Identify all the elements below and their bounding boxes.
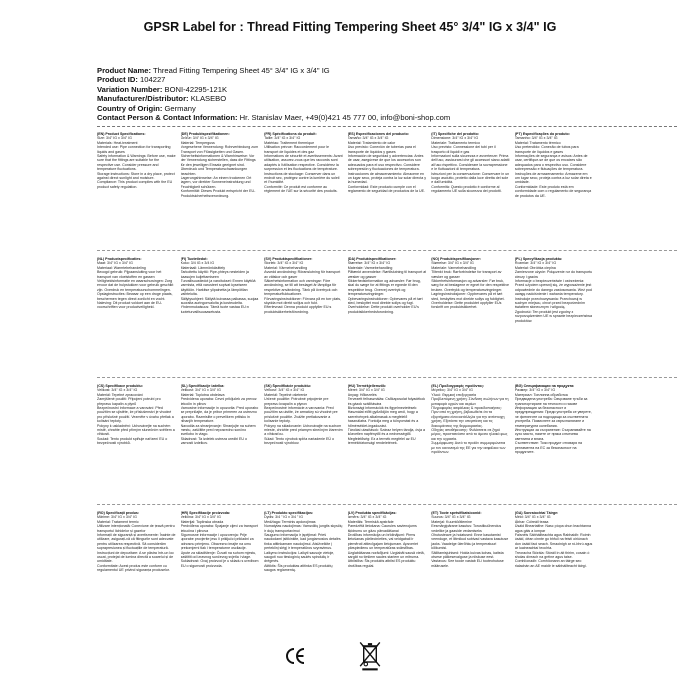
spec-body: Tamanho: 3/4" IG x 3/4" IG Material: Tratamento térmico Uso pretendido: Conexão de tubos para transporte de líquidos e gases Informações de segurança e avisos: Antes de usar, certifique-se de que os encaixes são adequados para o respectivo uso. Considere sobrepressão e flutuações de temperatura. Instruções de armazenamento: Armazene em um lugar seco, proteja contra a luz solar direta e umidade. Conformidade: Este produto está em conformidade com o regulamento de segurança de produtos da UE. bbox=[514, 136, 592, 198]
row-divider bbox=[97, 250, 677, 251]
spec-heading: (NL) Productspecificaties: bbox=[97, 257, 142, 261]
product-info bbox=[97, 66, 677, 122]
ce-mark-icon bbox=[283, 644, 307, 668]
spec-cell bbox=[348, 384, 427, 504]
spec-cell bbox=[598, 132, 677, 250]
spec-heading: (SK) Špecifikácie produktu: bbox=[264, 384, 312, 388]
spec-body: Tamaño: 3/4" IG x 3/4" IG Material: Tratamiento de calor Uso previsto: Conexión de tuberías para el transporte de líquidos y gases Información de seguridad y advertencias: Antes de usar, asegúrese de que los accesorios son adecuados para el uso respectivo. Considere sobrepresión y fluctuaciones de temperatura. Instrucciones de almacenamiento: Almacene en un lugar seco, proteja contra la luz solar directa y la humedad. Conformidad: Este producto cumple con el reglamento de seguridad de productos de la UE. bbox=[347, 136, 427, 194]
spec-heading: (FR) Spécifications du produit: bbox=[264, 132, 317, 136]
spec-heading: (SV) Produktspecifikationer: bbox=[264, 257, 313, 261]
spec-body: Størrelse: 3/4" IG x 3/4" IG Materiale: Varmebehandling Påtænkt anvendelse: Rørtilslutning til transport af væsker og gasser Sikkerhedsinformation og advarsler: Før brug, skal du sørge for at fittings er egnede til den respektive brug. Overvej overtryk og temperatursvingninger. Opbevaringsinstruktioner: Opbevares på et tørt sted, beskyttet mod direkte sollys og fugt. Overholdelse: Dette produkt overholder EU's produktsikkerhedsforordning. bbox=[347, 261, 427, 314]
info-row bbox=[97, 104, 677, 113]
spec-cell bbox=[598, 384, 677, 504]
row-divider bbox=[97, 504, 677, 505]
spec-cell bbox=[264, 384, 343, 504]
spec-body: Rozmiar: 3/4" IG x 3/4" IG Materiał: Obróbka cieplna Zamierzone użycie: Połączenie rur do transportu cieczy i gazów Informacje o bezpieczeństwie i ostrzeżenia: Przed użyciem upewnij się, że wyposażenie jest odpowiednie do danego zastosowania. Weź pod uwagę nadciśnienie i wahania temperatury. Instrukcje przechowywania: Przechowuj w suchym miejscu, chroń przed bezpośrednim światłem słonecznym i wilgocią. Zgodność: Ten produkt jest zgodny z rozporządzeniem UE w sprawie bezpieczeństwa produktów. bbox=[514, 261, 593, 323]
spec-cell bbox=[181, 257, 260, 377]
info-value: KLASEBO bbox=[190, 94, 227, 104]
spec-body: Velikost: 3/4" IG x 3/4" IG Material: Toplotna obdelava Predvidena uporaba: Cevni priključek za prevoz tekočin in plinov Varnostne informacije in opozorila: Pred uporabo se prepričajte, da je pribor primeren za ustrezno uporabo. Razmislite o prevelikem pritisku in nihanjih temperature. Navodila za shranjevanje: Shranjujte na suhem mestu, zaščitite pred neposredno sončno svetlobo in vlago. Skladnost: Ta izdelek ustreza uredbi EU o varnosti izdelkov. bbox=[180, 388, 259, 446]
spec-cell bbox=[515, 384, 594, 504]
spec-cell bbox=[515, 257, 594, 377]
spec-heading: (GA) Sonraíochtaí Táirge: bbox=[514, 511, 559, 515]
spec-body: Taille: 3/4" IG x 3/4" IG Matériau: Traitement thermique Utilisation prévue: Raccordement pour le transport de liquides et des gaz Informations de sécurité et avertissements: Avant utilisation, assurez-vous que les raccords sont adaptés à l'utilisation respective. Considérez la surpression et les fluctuations de température. Instructions de stockage: Conserver dans un endroit sec, protégez contre la lumière du soleil et l'humidité. Conformité: Ce produit est conforme au règlement de l'UE sur la sécurité des produits. bbox=[264, 136, 343, 194]
spec-row bbox=[97, 511, 677, 629]
spec-body: Velikost: 3/4" IG x 3/4" IG Materiál: Tepelné zpracování Zamýšlené použití: Připojení potrubí pro přepravu kapalin a plynů Bezpečnostní informace a varování: Před použitím se ujistěte, že příslušenství je vhodné pro příslušné použití. Vezměte v úvahu přetlak a kolísání teploty. Pokyny k uskladnění: Uchovávejte na suchém místě, chraňte před přímým slunečním světlem a vlhkostí. Soulad: Tento produkt splňuje nařízení EU o bezpečnosti výrobků. bbox=[97, 388, 175, 446]
specifications-grid bbox=[97, 132, 677, 629]
spec-heading: (BG) Спецификации на продукта: bbox=[514, 384, 575, 388]
spec-row bbox=[97, 132, 677, 250]
spec-cell bbox=[181, 384, 260, 504]
info-row bbox=[97, 66, 677, 75]
spec-body: Méid: 3/4" IG x 3/4" IG Ábhar: Cóireáil teasa Úsáid Bheartaithe: Nasc píopa chun leachtanna agus gáis a iompar Faisnéis Sábháilteachta agus Rabhaidh: Roimh úsáid, déan cinnte go bhfuil na feistí oiriúnach don úsáid faoi seach. Smaoinigh ar ró-bhrú agus ar luaineachtaí teochta. Treoracha Stórála: Stóráil in áit thirim, cosain ó sholas díreach na gréine agus taise. Comhlíonadh: Comhlíonann an táirge seo rialachán an AE maidir le sábháilteacht táirgí. bbox=[514, 515, 593, 568]
spec-heading: (RO) Specificații produs: bbox=[97, 511, 140, 515]
spec-cell bbox=[431, 511, 510, 629]
spec-body: Izmērs: 3/4" IG x 3/4" IG Materiāls: Termiskā apstrāde Paredzētā lietošana: Caurules savienojums šķidrumu un gāzu pārvadāšanai Drošības informācija un brīdinājumi: Pirms lietošanas pārliecinieties, vai veidgabali ir piemēroti attiecīgajam lietojumam. Apsveriet pārspiedienu un temperatūras svārstības. Uzglabāšanas norādījumi: Uzglabāt sausā vietā, sargāt no tiešiem saules stariem un mitruma. Atbilstība: Šis produkts atbilst ES produktu drošības regulai. bbox=[347, 515, 425, 568]
divider-top bbox=[97, 126, 677, 127]
info-row bbox=[97, 85, 677, 94]
spec-cell bbox=[515, 132, 594, 250]
spec-cell bbox=[264, 511, 343, 629]
spec-cell bbox=[97, 257, 176, 377]
info-label: Variation Number: bbox=[97, 84, 163, 94]
info-label: Product ID: bbox=[97, 75, 138, 85]
spec-body: Størrelse: 3/4" IG x 3/4" IG Materiale: Varmebehandling Tiltenkt bruk: Rørforbindelse for transport av væsker og gasser Sikkerhetsinformasjon og advarsler: Før bruk, sørg for at beslagene er egnet for den respektive bruken. Overtrykk og temperatursvingninger. Lagringsinstruksjoner: Oppbevares på et tørt sted, beskyttes mot direkte sollys og fuktighet. Overholdelse: Dette produktet oppfyller EUs forskrift om produktsikkerhet. bbox=[431, 261, 509, 310]
info-label: Country of Origin: bbox=[97, 103, 163, 113]
spec-heading: (PL) Specyfikacja produktu: bbox=[514, 257, 563, 261]
info-value: Thread Fitting Tempering Sheet 45° 3/4" IG x 3/4" IG bbox=[153, 66, 330, 75]
spec-cell bbox=[97, 132, 176, 250]
spec-body: Storlek: 3/4" IG x 3/4" IG Material: Värmebehandling Avsedd användning: Röranslutning för transport av vätskor och gaser Säkerhetsinformation och varningar: Före användning, se till att beslaget är lämpliga för respektive användning. Tänk på övertryck och temperaturfluktuationer. Förvaringsinstruktioner: Förvara på en torr plats, skydda mot direkt solljus och fukt. Efterlevnad: Denna produkt uppfyller EU:s produktsäkerhetsförordning. bbox=[264, 261, 342, 314]
spec-cell bbox=[97, 384, 176, 504]
spec-body: Maat: 3/4" IG x 3/4" IG Materiaal: Warmtebehandeling Beoogd gebruik: Pijpaansluiting voor het transport van vloeistoffen en gassen Veiligheidsinformatie en waarschuwingen: Zorg ervoor dat de hulpstukken voor gebruik geschikt zijn. Overdruk en temperatuurschommelingen. Opslaginstructies: Bewaar op een droge plaats, beschermen tegen direct zonlicht en vocht. Naleving: Dit product voldoet aan de EU-voorschriften voor productveiligheid. bbox=[97, 261, 174, 310]
info-label: Manufacturer/Distributor: bbox=[97, 94, 189, 104]
spec-cell bbox=[264, 257, 343, 377]
spec-heading: (PT) Especificações do produto: bbox=[514, 132, 570, 136]
spec-heading: (SL) Specifikacije izdelka: bbox=[180, 384, 225, 388]
spec-body: Koko: 3/4 IG x 3/4 IG Materiaali: Lämmönkäsittely Tarkoitettu käyttö: Pipe-yhteys nesteiden ja kaasujen kuljettamiseen Turvallisuustiedot ja varoitukset: Ennen käyttöä varmista, että varusteet sopivat kyseiseen käyttöön. Harkitse ylipainetta ja lämpötilan vaihteluita. Säilytysohjeet: Säilytä kuivassa paikassa, suojaa suoralta auringonvalolta ja kosteudelta. Yhdenmukaisuus: Tämä tuote vastaa EU:n tuoteturvallisuusasetusta. bbox=[180, 261, 259, 314]
spec-heading: (DE) Produktspezifikationen: bbox=[180, 132, 230, 136]
spec-cell bbox=[181, 132, 260, 250]
info-row bbox=[97, 75, 677, 84]
spec-row bbox=[97, 257, 677, 377]
spec-heading: (HR) Specifikacije proizvoda: bbox=[180, 511, 231, 515]
spec-heading: (FI) Tuotetiedot: bbox=[180, 257, 208, 261]
spec-body: Suurus: 3/4" IG x 3/4" IG Materjal: Kuumtöötlemine Eesmärgipärane kasutus: Torustikuühendus vedelike ja gaaside vedamiseks Ohutusteave ja hoiatused: Enne kasutamist veenduge, et liitmikud sobivad vastava kasutuse jaoks. Vaadelge ülerõhku ja temperatuuri kõikumisi. Säilitamisjuhised: Hoida kuivas kohas, kaitsta otsese päikesevalguse ja niiskuse eest. Vastavus: See toode vastab ELi tooteohutuse määrusele. bbox=[431, 515, 509, 568]
label-title: GPSR Label for : Thread Fitting Tempering Sheet 45° 3/4" IG x 3/4" IG bbox=[143, 20, 557, 34]
spec-heading: (EN) Product Specifications: bbox=[97, 132, 146, 136]
info-value: Hr. Stanislav Maer, +49(0)421 45 777 00, info@boni-shop.com bbox=[239, 113, 451, 123]
spec-cell bbox=[598, 257, 677, 377]
spec-cell bbox=[515, 511, 594, 629]
spec-body: Dydis: 3/4 " IG x 3/4 " IG Medžiaga: Terminis apdorojimas Numatytas naudojimas: Vamzdžių jungtis skysčių ir dujų transportavimui Saugumo informacija ir įspėjimai: Prieš naudodami įsitikinkite, kad jungiamosios detalės tinka atitinkamam naudojimui. Atsižvelkite į perteklinį slėgį ir temperatūros svyravimus. Laikymo instrukcijos: Laikyti sausoje vietoje, saugoti nuo tiesioginių saulės spindulių ir drėgmės. Atitiktis: Šis produktas atitinka ES produktų saugos reglamentą. bbox=[264, 515, 343, 573]
spec-cell bbox=[431, 384, 510, 504]
spec-cell bbox=[264, 132, 343, 250]
info-label: Product Name: bbox=[97, 66, 152, 75]
spec-body: Veličina: 3/4" IG x 3/4" IG Materijal: Toplinska obrada Predviđena uporaba: Spajanje cijevi za transport tekućina i plinova Sigurnosne informacije i upozorenja: Prije uporabe provjerite jesu li priključci prikladni za odnosnu primjenu. Obavezno imajte na umu prekomjerni tlak i temperaturne oscilacije. Upute za skladištenje: Čuvati na suhom mjestu, zaštititi od izravnog sunčevog svjetla i vlage. Sukladnost: Ovaj proizvod je u skladu s uredbom EU o sigurnosti proizvoda. bbox=[180, 515, 259, 568]
spec-heading: (LT) Produkto specifikacijos: bbox=[264, 511, 314, 515]
info-row bbox=[97, 113, 677, 122]
spec-heading: (DA) Produktspecifikationer: bbox=[347, 257, 397, 261]
spec-heading: (HU) Termékjellemzők: bbox=[347, 384, 387, 388]
info-value: BONI-42295-121K bbox=[164, 84, 228, 94]
info-value: Germany bbox=[164, 103, 196, 113]
spec-heading: (IT) Specifiche del prodotto: bbox=[431, 132, 479, 136]
spec-heading: (ES) Especificaciones del producto: bbox=[347, 132, 410, 136]
spec-heading: (LV) Produkta specifikācijas: bbox=[347, 511, 397, 515]
spec-body: Size: 3/4" IG x 3/4" IG Materials: Heat-treatment Intended use: Pipe connection for transporting liquids and gases Safety information & Warnings: Before use, make sure that the fittings are suitable for the respective use. Consider pressure and temperature fluctuations. Storage instructions: Store in a dry place, protect against direct sunlight and moisture. Compliance: This product complies with the EU product safety regulation. bbox=[97, 136, 176, 189]
spec-body: Méret: 3/4" IG x 3/4" IG Anyag: Hőkezelés Tervezett felhasználás: Csőkapcsolat folyadékok és gázok szállítására Biztonsági információk és figyelmeztetések: Használat előtt győződjön meg arról, hogy a szerelvények alkalmasak a megfelelő használatra. Fontolja meg a túlnyomást és a hőmérséklet-ingadozást. Tárolási utasítások: Száraz helyen tárolja, óvja a közvetlen napfénytől és a nedvességtől. Megfelelőség: Ez a termék megfelel az EU termékbiztonsági rendeletének. bbox=[347, 388, 426, 446]
row-divider bbox=[97, 377, 677, 378]
spec-cell bbox=[348, 257, 427, 377]
spec-heading: (ET) Toote spetsifikatsioonid: bbox=[431, 511, 482, 515]
spec-cell bbox=[598, 511, 677, 629]
spec-body: Dimensione: 3/4" IG x 3/4" IG Materiale: Trattamento termico Uso previsto: Connessione dei tubi per il trasporto di liquidi e gas Informazioni sulla sicurezza e avvertenze: Prima dell'uso, assicurarsi che gli accessori siano adatti all'uso rispettivo. Considerare la sovrapressione e le fluttuazioni di temperatura. Istruzioni per la conservazione: Conservare in un luogo asciutto, protetto dalla luce diretta del sole e dall'umidità. Conformità: Questo prodotto è conforme al regolamento UE sulla sicurezza dei prodotti. bbox=[431, 136, 510, 194]
spec-row bbox=[97, 384, 677, 504]
spec-cell bbox=[348, 132, 427, 250]
spec-body: Размер: 3/4" IG x 3/4" IG Материал: Топлинна обработка Предвидена употреба: Свързване тръби за транспортиране на течности и газове Информация за безопасност и предупреждения: Преди употреба се уверете, че фитингите са подходящи за съответната употреба. Помислете за свръхналягане и температурни колебания. Инструкции за съхранение: Съхранявайте на сухо място, пазете от пряка слънчева светлина и влага. Съответствие: Този продукт отговаря на регламента на ЕС за безопасност на продуктите. bbox=[514, 388, 592, 455]
spec-heading: (NO) Produktspesifikasjoner: bbox=[431, 257, 482, 261]
spec-cell bbox=[348, 511, 427, 629]
info-value: 104227 bbox=[140, 75, 166, 85]
spec-body: Größe: 3/4" IG x 3/4" IG Material: Temperguss Vorgesehene Verwendung: Rohrverbindung zum Transport von Flüssigkeiten und Gasen. Sicherheitsinformationen & Warnhinweise: Vor der Verwendung sicherstellen, dass die Fittings für den jeweiligen Einsatz geeignet sind. Überdruck und Temperaturschwankungen beachten. Lagerungshinweise: An einem trockenen Ort lagern, vor direkter Sonneneinstrahlung und Feuchtigkeit schützen. Konformität: Dieses Produkt entspricht der EU-Produktsicherheitsverordnung. bbox=[180, 136, 259, 198]
spec-cell bbox=[181, 511, 260, 629]
spec-body: Veľkosť: 3/4" IG x 3/4" IG Materiál: Tepelné ošetrenie Určené použitie: Potrubné pripojenie pre prepravu kvapalín a plynov Bezpečnostné informácie a varovania: Pred použitím sa uistite, že armatúry sú vhodné pre príslušné použitie. Zvážte pretlakovanie a kolísanie teploty. Pokyny na skladovanie: Uchovávajte na suchom mieste, chráňte pred priamym slnečným žiarením a vlhkosťou. Súlad: Tento výrobok spĺňa nariadenie EÚ o bezpečnosti výrobkov. bbox=[264, 388, 343, 446]
spec-cell bbox=[431, 257, 510, 377]
info-row bbox=[97, 94, 677, 103]
footer-icons bbox=[0, 644, 700, 680]
spec-heading: (EL) Προδιαγραφές προϊόντος: bbox=[431, 384, 485, 388]
spec-body: Μέγεθος: 3/4" IG x 3/4" IG Υλικό: Θερμική επεξεργασία Προβλεπόμενη χρήση: Σύνδεση σωλήνων για τη μεταφορά υγρών και αερίων Πληροφορίες ασφάλειας & προειδοποιήσεις: Πριν από τη χρήση, βεβαιωθείτε ότι τα εξαρτήματα είναι κατάλληλα για την αντίστοιχη χρήση. Εξετάστε την υπερπίεση και τις διακυμάνσεις της θερμοκρασίας. Οδηγίες αποθήκευσης: Φυλάσσετε σε ξηρό μέρος, προστατεύστε από το άμεσο ηλιακό φως και την υγρασία. Συμμόρφωση: Αυτό το προϊόν συμμορφώνεται με τον κανονισμό της ΕΕ για την ασφάλεια των προϊόντων. bbox=[431, 388, 509, 455]
spec-cell bbox=[97, 511, 176, 629]
info-label: Contact Person & Contact Information: bbox=[97, 113, 238, 123]
spec-body: Mărime: 3/4" IG x 3/4" IG Material: Tratament termic Utilizare intenționată: Conexiune de țeavă pentru transportul lichidelor și gazelor Informații de siguranță și avertismente: Înainte de utilizare, asigurați-vă că fitingurile sunt adecvate pentru utilizarea respectivă. Să considerăm suprapresiunea și fluctuațiile de temperatură. Instrucțiuni de depozitare: A se păstra într-un loc uscat, protejat de lumina directă a soarelui și de umiditate. Conformitate: Acest produs este conform cu regulamentul UE privind siguranța produselor. bbox=[97, 515, 176, 573]
crossed-out-wheelie-bin-icon bbox=[356, 638, 384, 672]
spec-heading: (CS) Specifikace produktu: bbox=[97, 384, 143, 388]
spec-cell bbox=[431, 132, 510, 250]
